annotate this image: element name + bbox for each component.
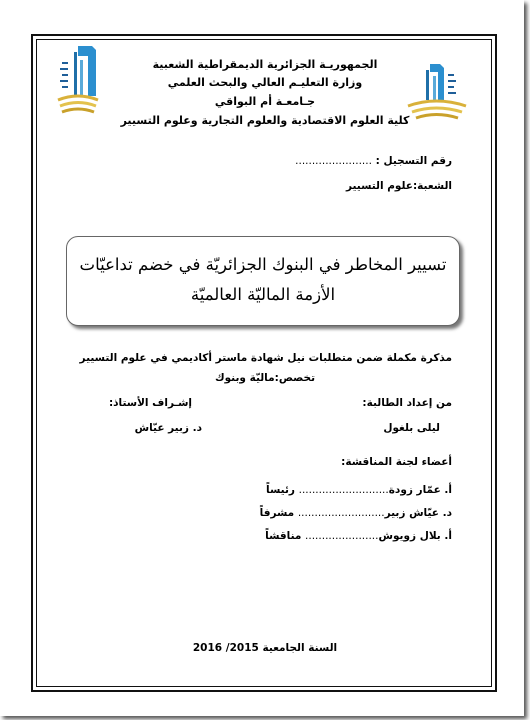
committee-member-2	[260, 507, 452, 519]
faculty-name: كلية العلوم الاقتصادية والعلوم التجارية وعلوم التسيير	[120, 114, 410, 127]
committee-member-3	[265, 530, 452, 542]
branch-line	[346, 180, 452, 192]
member-dots: ......................	[305, 530, 379, 542]
ministry-name: وزارة التعليـم العالي والبحث العلمي	[167, 76, 363, 89]
registration-dots: .......................	[295, 155, 372, 167]
member-dots: ...........................	[298, 484, 389, 496]
memo-description: مذكرة مكملة ضمن متطلبات نيل شهادة ماستر أكاديمي في علوم التسيير	[79, 352, 452, 364]
supervisor-name: د. زبير عيّاش	[134, 422, 202, 434]
branch-label: الشعبة:	[412, 180, 452, 192]
specialization: تخصص:ماليّة وبنوك	[214, 372, 316, 384]
branch-value: علوم التسيير	[345, 180, 413, 192]
member-dots: ..........................	[297, 507, 385, 519]
member-role: رئيساً	[266, 484, 295, 496]
academic-year: السنة الجامعية 2015/ 2016	[192, 642, 338, 654]
student-name: ليلى بلغول	[383, 422, 440, 434]
thesis-title-line2: الأزمة الماليّة العالميّة	[190, 285, 336, 304]
thesis-title-box	[66, 236, 460, 326]
committee-member-1	[266, 484, 452, 496]
university-logo-left-icon	[52, 42, 104, 118]
university-name: جـامعـة أم البواقي	[214, 95, 316, 108]
committee-label: أعضاء لجنة المناقشة:	[341, 456, 452, 468]
republic-name: الجمهوريـة الجزائرية الديمقراطية الشعبية	[152, 58, 378, 71]
member-name: د. عيّاش زبير	[384, 507, 452, 519]
registration-number	[295, 155, 452, 167]
university-logo-right-icon	[404, 62, 470, 122]
supervisor-label: إشـراف الأستاذ:	[108, 397, 192, 409]
registration-label: رقم التسجيل :	[375, 155, 452, 167]
member-role: مناقشاً	[265, 530, 302, 542]
member-name: أ. عمّار زودة	[388, 484, 452, 496]
student-label: من إعداد الطالبة:	[362, 397, 452, 409]
thesis-title-line1: تسيير المخاطر في البنوك الجزائريّة في خضم تداعيّات	[79, 255, 447, 274]
member-role: مشرفاً	[259, 507, 295, 519]
member-name: أ. بلال زويوش	[378, 530, 452, 542]
